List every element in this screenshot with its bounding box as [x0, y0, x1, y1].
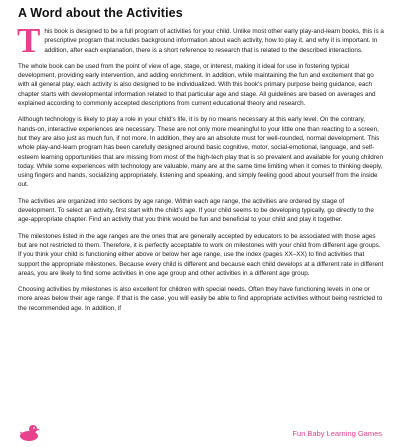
paragraph-1-text: his book is designed to be a full program of activities for your child. Unlike most other early play-and-learn books, this is a prescriptive program that includes background information about each activity, how to play it, and why it is important. In addition, after each explanation, there is a short reference to research that is related to the described interactions. — [44, 28, 384, 54]
page-title: A Word about the Activities — [18, 6, 183, 20]
paragraph-2: The whole book can be used from the point of view of age, stage, or interest, making it ideal for use in fostering typical development, providing early intervention, and adding enrichment. In addition, while maintaining the fun and excitement that go with all general play, each activity is also designed to be individualized. With this book's primary purpose being guidance, each chapter starts with developmental information related to that particular age and stage. All guidelines are based on averages and explained according to commonly accepted descriptions from current educational theory and research. — [18, 62, 376, 108]
duck-icon — [18, 424, 40, 447]
paragraph-4: The activities are organized into sections by age range. Within each age range, the activities are ordered by stage of development. To select an activity, first start with the child's age. If your child seems to be developing typically, go directly to the age-appropriate chapter. Find an activity that you think would be fun and beneficial to your child and play it together. — [18, 197, 374, 224]
page-footer — [0, 424, 400, 444]
drop-cap: T — [17, 21, 41, 60]
page-content — [18, 6, 384, 320]
footer-book-title: Fun Baby Learning Games — [292, 429, 382, 438]
paragraph-6: Choosing activities by milestones is also excellent for children with special needs. Often they have functioning levels in one or more areas below their age range. If that is the case, you will easily be able to find appropriate activities without being restricted to the recommended age. In addition, if — [18, 286, 383, 312]
paragraph-5: The milestones listed in the age ranges are the ones that are generally accepted by educators to be associated with those ages but are not restricted to them. Therefore, it is perfectly acceptable to work on milestones with your child from different age groups. If you think your child is functioning either above or below her age range, use the index (pages XX–XX) to find activities that support the appropriate milestones. Because every child is different and because each child develops at a different rate in different areas, you are likely to find some activities in one age group and other activities in a different age group. — [18, 232, 384, 277]
paragraph-1 — [17, 21, 384, 60]
paragraph-3: Although technology is likely to play a role in your child's life, it is by no means necessary at this early level. On the contrary, hands-on, interactive experiences are necessary. These are not only more meaningful to your little one than reacting to a screen, but they are also just as much fun, if not more. In addition, they are an absolute must for well-rounded, normal development. This whole play-and-learn program has been carefully designed around basic cognitive, motor, social-emotional, language, and self-esteem learning opportunities that are missing from most of the high-tech play that is so prevalent and available for young children today. While some experiences with technology are valuable, many are at the same time limiting when it comes to thinking deeply, using fingers and hands, socializing appropriately, listening and speaking, and simply feeling good about yourself from the inside out. — [18, 116, 383, 189]
